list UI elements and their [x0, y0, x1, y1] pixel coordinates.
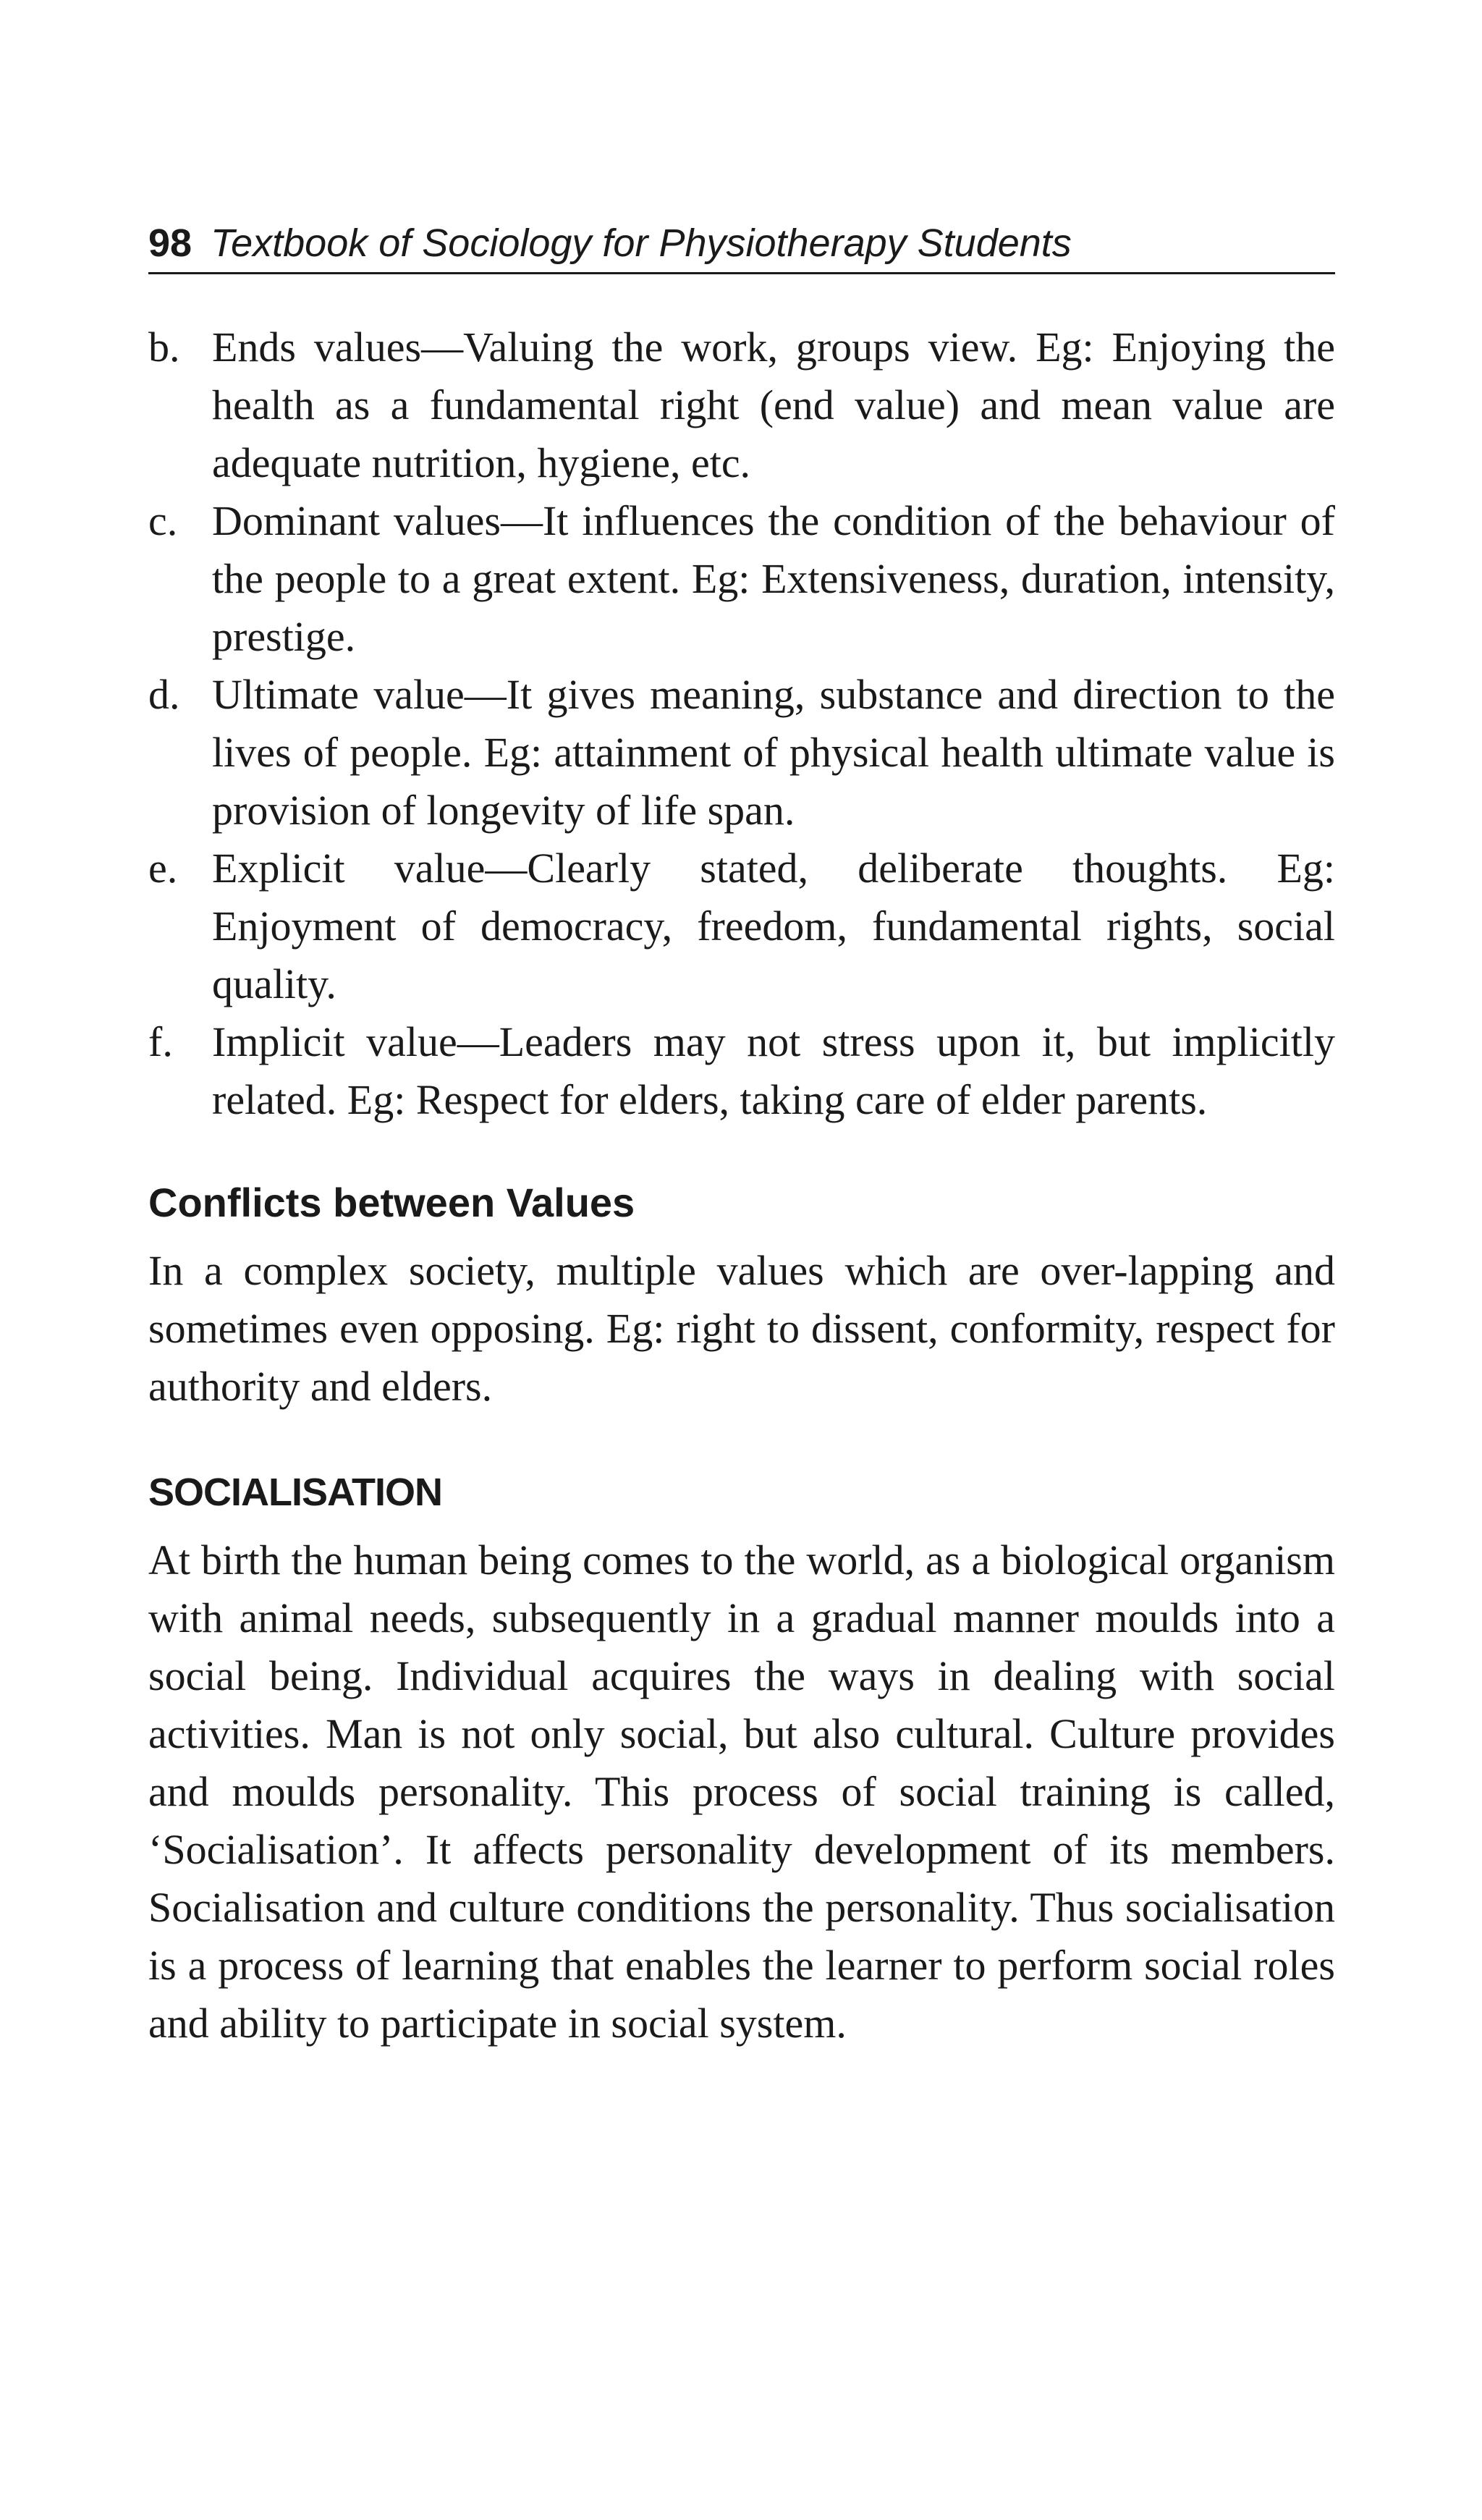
list-item-text: Explicit value—Clearly stated, deliberate thoughts. Eg: Enjoyment of democracy, freedom, fundamental rights, social quality. [212, 845, 1335, 1007]
conflicts-heading: Conflicts between Values [148, 1180, 635, 1225]
page-content [148, 318, 1335, 2052]
list-item-text: Ends values—Valuing the work, groups view. Eg: Enjoying the health as a fundamental right (end value) and mean value are adequate nutrition, hygiene, etc. [212, 324, 1335, 486]
list-item-text: Ultimate value—It gives meaning, substance and direction to the lives of people. Eg: attainment of physical health ultimate value is provision of longevity of life span. [212, 671, 1335, 834]
list-item [148, 666, 1335, 840]
conflicts-paragraph: In a complex society, multiple values which are over-lapping and sometimes even opposing. Eg: right to dissent, conformity, respect for authority and elders. [148, 1247, 1335, 1410]
list-item [148, 1013, 1335, 1129]
header-rule [148, 272, 1335, 274]
list-marker: e. [148, 845, 178, 892]
list-item [148, 318, 1335, 492]
socialisation-paragraph: At birth the human being comes to the world, as a biological organism with animal needs, subsequently in a gradual manner moulds into a social being. Individual acquires the ways in dealing with social activities. Man is not only social, but also cultural. Culture provides and moulds personality. This process of social training is called, ‘Socialisation’. It affects personality development of its members. Socialisation and culture conditions the personality. Thus socialisation is a process of learning that enables the learner to perform social roles and ability to participate in social system. [148, 1536, 1335, 2047]
list-item [148, 492, 1335, 666]
list-marker: c. [148, 497, 178, 544]
socialisation-heading: SOCIALISATION [148, 1471, 443, 1514]
page-number: 98 [148, 221, 192, 265]
running-header [148, 214, 1335, 272]
list-marker: d. [148, 671, 180, 718]
list-marker: f. [148, 1018, 173, 1065]
list-item [148, 840, 1335, 1013]
values-list [148, 318, 1335, 1129]
book-title: Textbook of Sociology for Physiotherapy Students [211, 221, 1072, 265]
list-item-text: Dominant values—It influences the condition of the behaviour of the people to a great extent. Eg: Extensiveness, duration, intensity, prestige. [212, 497, 1335, 660]
list-marker: b. [148, 324, 180, 371]
list-item-text: Implicit value—Leaders may not stress upon it, but implicitly related. Eg: Respect for elders, taking care of elder parents. [212, 1018, 1335, 1123]
